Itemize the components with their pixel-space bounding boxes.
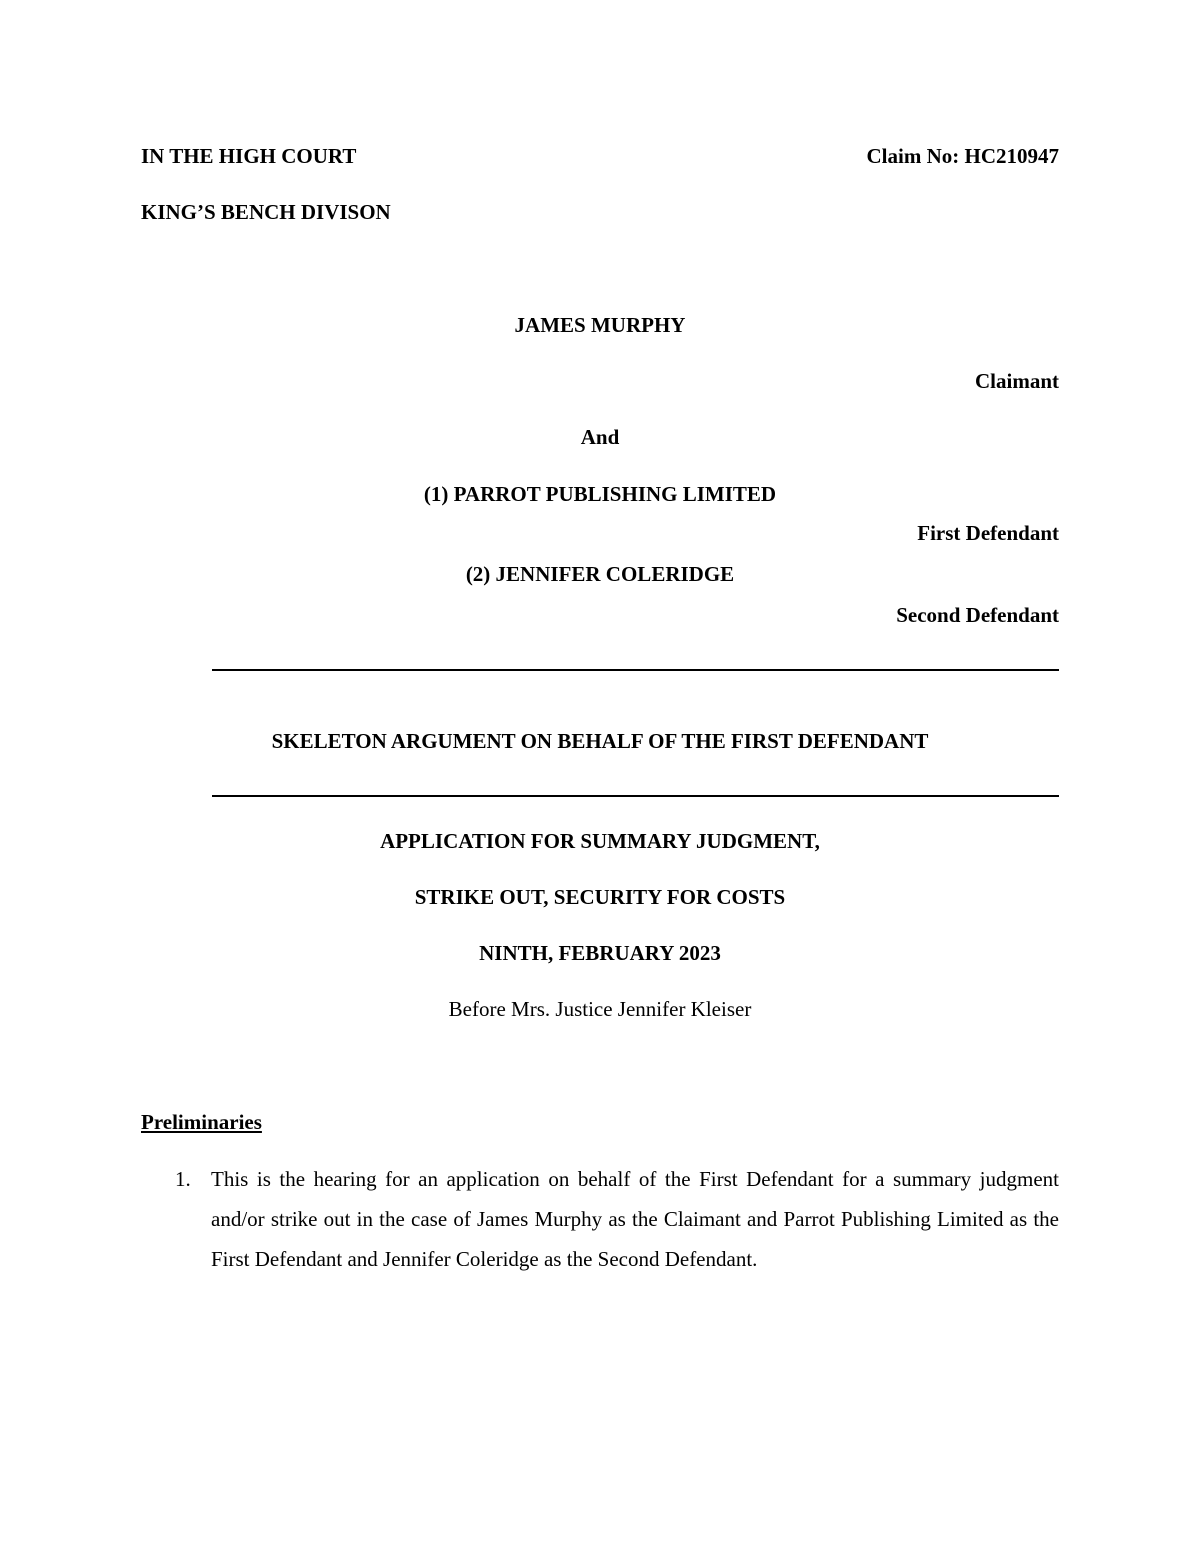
claimant-role: Claimant — [975, 369, 1059, 393]
title-rule-bottom — [212, 795, 1059, 797]
hearing-date: NINTH, FEBRUARY 2023 — [479, 941, 721, 965]
second-defendant-name: (2) JENNIFER COLERIDGE — [465, 562, 735, 586]
first-defendant-role: First Defendant — [917, 521, 1059, 545]
court-division: KING’S BENCH DIVISON — [141, 200, 391, 224]
title-rule-top — [212, 669, 1059, 671]
before-judge: Before Mrs. Justice Jennifer Kleiser — [448, 997, 752, 1021]
paragraph-text: This is the hearing for an application on behalf of the First Defendant for a summary judgment and/or strike out in the case of James Murphy as the Claimant and Parrot Publishing Limited as the First Defendant and Jennifer Coleridge as the Second Defendant. — [211, 1167, 1059, 1271]
paragraph-number: 1. — [175, 1167, 191, 1191]
second-defendant-role: Second Defendant — [896, 603, 1059, 627]
first-defendant-name: (1) PARROT PUBLISHING LIMITED — [423, 482, 777, 506]
section-heading-preliminaries: Preliminaries — [141, 1110, 262, 1134]
claimant-name: JAMES MURPHY — [514, 313, 686, 337]
document-title: SKELETON ARGUMENT ON BEHALF OF THE FIRST DEFENDANT — [271, 729, 929, 753]
application-line-2: STRIKE OUT, SECURITY FOR COSTS — [414, 885, 786, 909]
claim-number: Claim No: HC210947 — [866, 144, 1059, 168]
parties-conjunction: And — [580, 425, 620, 449]
court-name: IN THE HIGH COURT — [141, 144, 357, 168]
application-line-1: APPLICATION FOR SUMMARY JUDGMENT, — [380, 829, 820, 853]
